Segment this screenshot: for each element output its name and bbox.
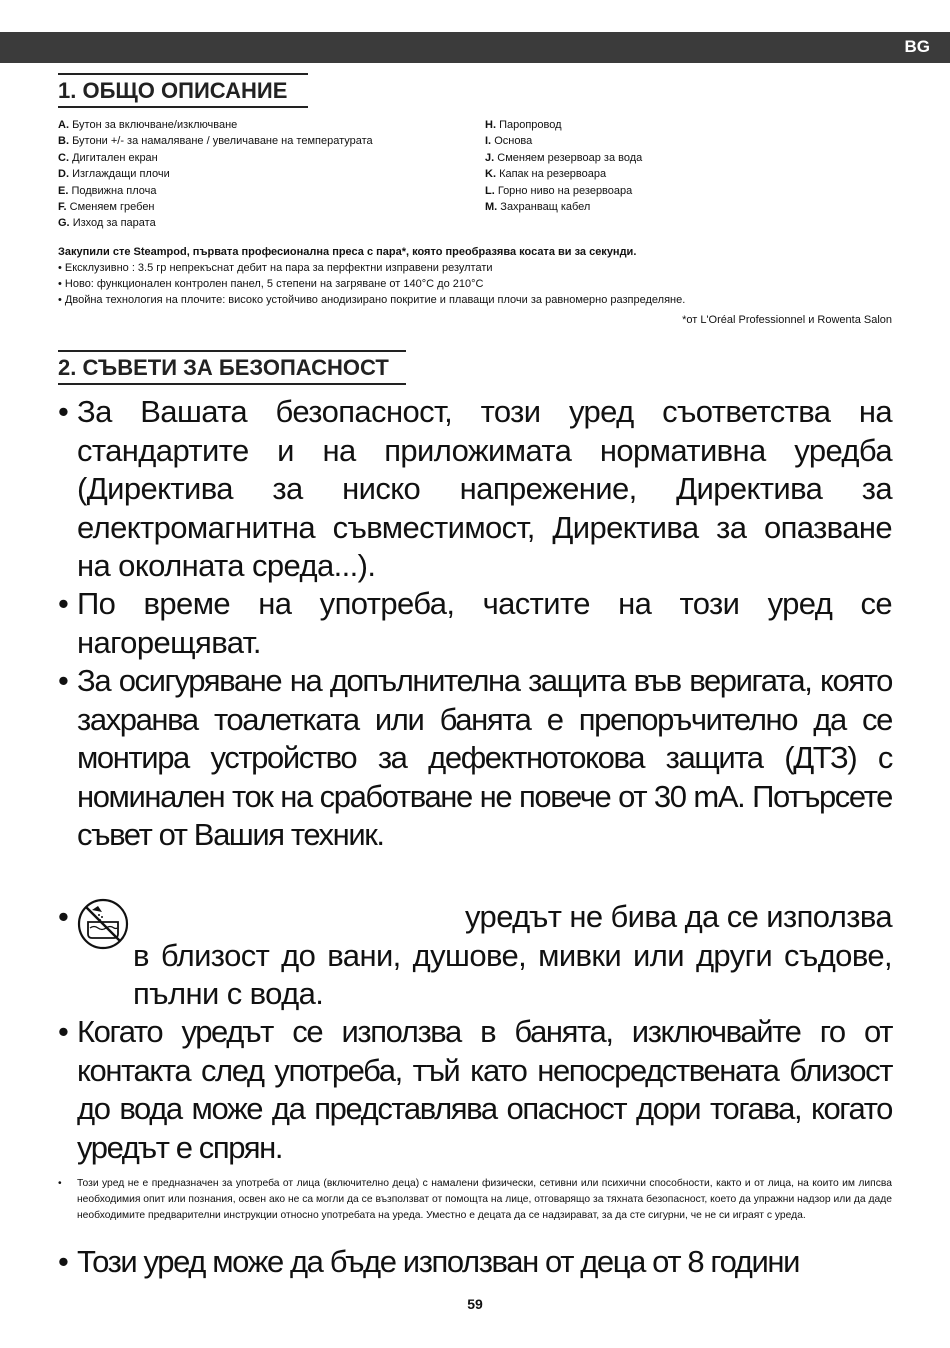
bullet: • [58, 1244, 69, 1279]
part-item: E. Подвижна плоча [58, 184, 157, 197]
feature-line: • Ново: функционален контролен панел, 5 степени на загряване от 140°C до 210°C [58, 278, 484, 290]
bullet: • [58, 586, 69, 621]
safety-item-text: За Вашата безопасност, този уред съответства на стандартите и на приложимата нормативна уредба (Директива за ниско напрежение, Директива за електромагнитна съвместимост, Директива за опазване на околната среда...). [77, 394, 892, 584]
safety-item [58, 1243, 892, 1282]
part-item: K. Капак на резервоара [485, 168, 607, 181]
part-item: L. Горно ниво на резервоара [485, 184, 633, 197]
part-item: B. Бутони +/- за намаляване / увеличаване на температурата [58, 135, 373, 148]
safety-item-small [58, 1176, 892, 1225]
safety-item [58, 393, 892, 586]
bullet: • [58, 663, 69, 698]
section-title-safety-advice: 2. СЪВЕТИ ЗА БЕЗОПАСНОСТ [58, 350, 406, 385]
bullet: • [58, 1178, 62, 1189]
safety-item-text: Този уред може да бъде използван от деца от 8 години [77, 1244, 800, 1279]
safety-item [58, 662, 892, 855]
bullet: • [58, 394, 69, 429]
no-water-bath-icon [74, 898, 132, 950]
part-item: M. Захранващ кабел [485, 201, 591, 214]
bullet: • [58, 1014, 69, 1049]
safety-item-water-warning [58, 898, 892, 1014]
feature-line: • Ексклузивно : 3.5 гр непрекъснат дебит на пара за перфектни изправени резултати [58, 262, 493, 274]
safety-item-text: уредът не бива да се използва в близост до вани, душове, мивки или други съдове, пълни с вода. [133, 899, 892, 1012]
part-item: C. Дигитален екран [58, 151, 158, 164]
intro-headline: Закупили сте Steampod, първата професионална преса с пара*, която преобразява косата ви за секунди. [58, 246, 637, 258]
part-item: H. Паропровод [485, 119, 562, 131]
part-item: F. Сменяем гребен [58, 201, 155, 214]
product-intro [58, 244, 892, 308]
part-item: A. Бутон за включване/изключване [58, 119, 238, 131]
safety-item-text: По време на употреба, частите на този уред се нагорещяват. [77, 586, 892, 660]
safety-item-text: Когато уредът се използва в банята, изключвайте го от контакта след употреба, тъй като непосредствената близост до вода може да представлява опасност дори тогава, когато уредът е спрян. [77, 1014, 892, 1165]
safety-item-text: За осигуряване на допълнителна защита във веригата, която захранва тоалетката или банята е препоръчително да се монтира устройство за дефектнотокова защита (ДТЗ) с номинален ток на сработване не повече от 30 mA. Потърсете съвет от Вашия техник. [77, 663, 892, 853]
parts-list-left [58, 117, 478, 232]
section-title-general-description: 1. ОБЩО ОПИСАНИЕ [58, 73, 308, 108]
part-item: J. Сменяем резервоар за вода [485, 151, 643, 164]
footnote: *от L'Oréal Professionnel и Rowenta Salon [682, 314, 892, 326]
bullet: • [58, 899, 69, 934]
page-number: 59 [467, 1296, 483, 1312]
header-bar [0, 32, 950, 63]
language-label: BG [904, 37, 930, 56]
safety-item [58, 1013, 892, 1167]
safety-item-text: Този уред не е предназначен за употреба от лица (включително деца) с намалени физически, сетивни или психични способности, както и от лица, на които им липсва необходимия опит или познания, освен ако не са могли да се възползват от помощта на лице, отговарящо за тяхната безопасност, което да упражни надзор или да даде необходимите предварителни инструкции относно употребата на уреда. Уместно е децата да се надзирават, за да сте сигурни, че не си играят с уреда. [77, 1178, 892, 1222]
part-item: D. Изглаждащи плочи [58, 168, 170, 181]
part-item: I. Основа [485, 135, 533, 148]
safety-item [58, 585, 892, 662]
part-item: G. Изход за парата [58, 217, 156, 230]
feature-line: • Двойна технология на плочите: високо устойчиво анодизирано покритие и плаващи плочи за равномерно разпределяне. [58, 294, 686, 306]
parts-list-right [485, 117, 885, 215]
